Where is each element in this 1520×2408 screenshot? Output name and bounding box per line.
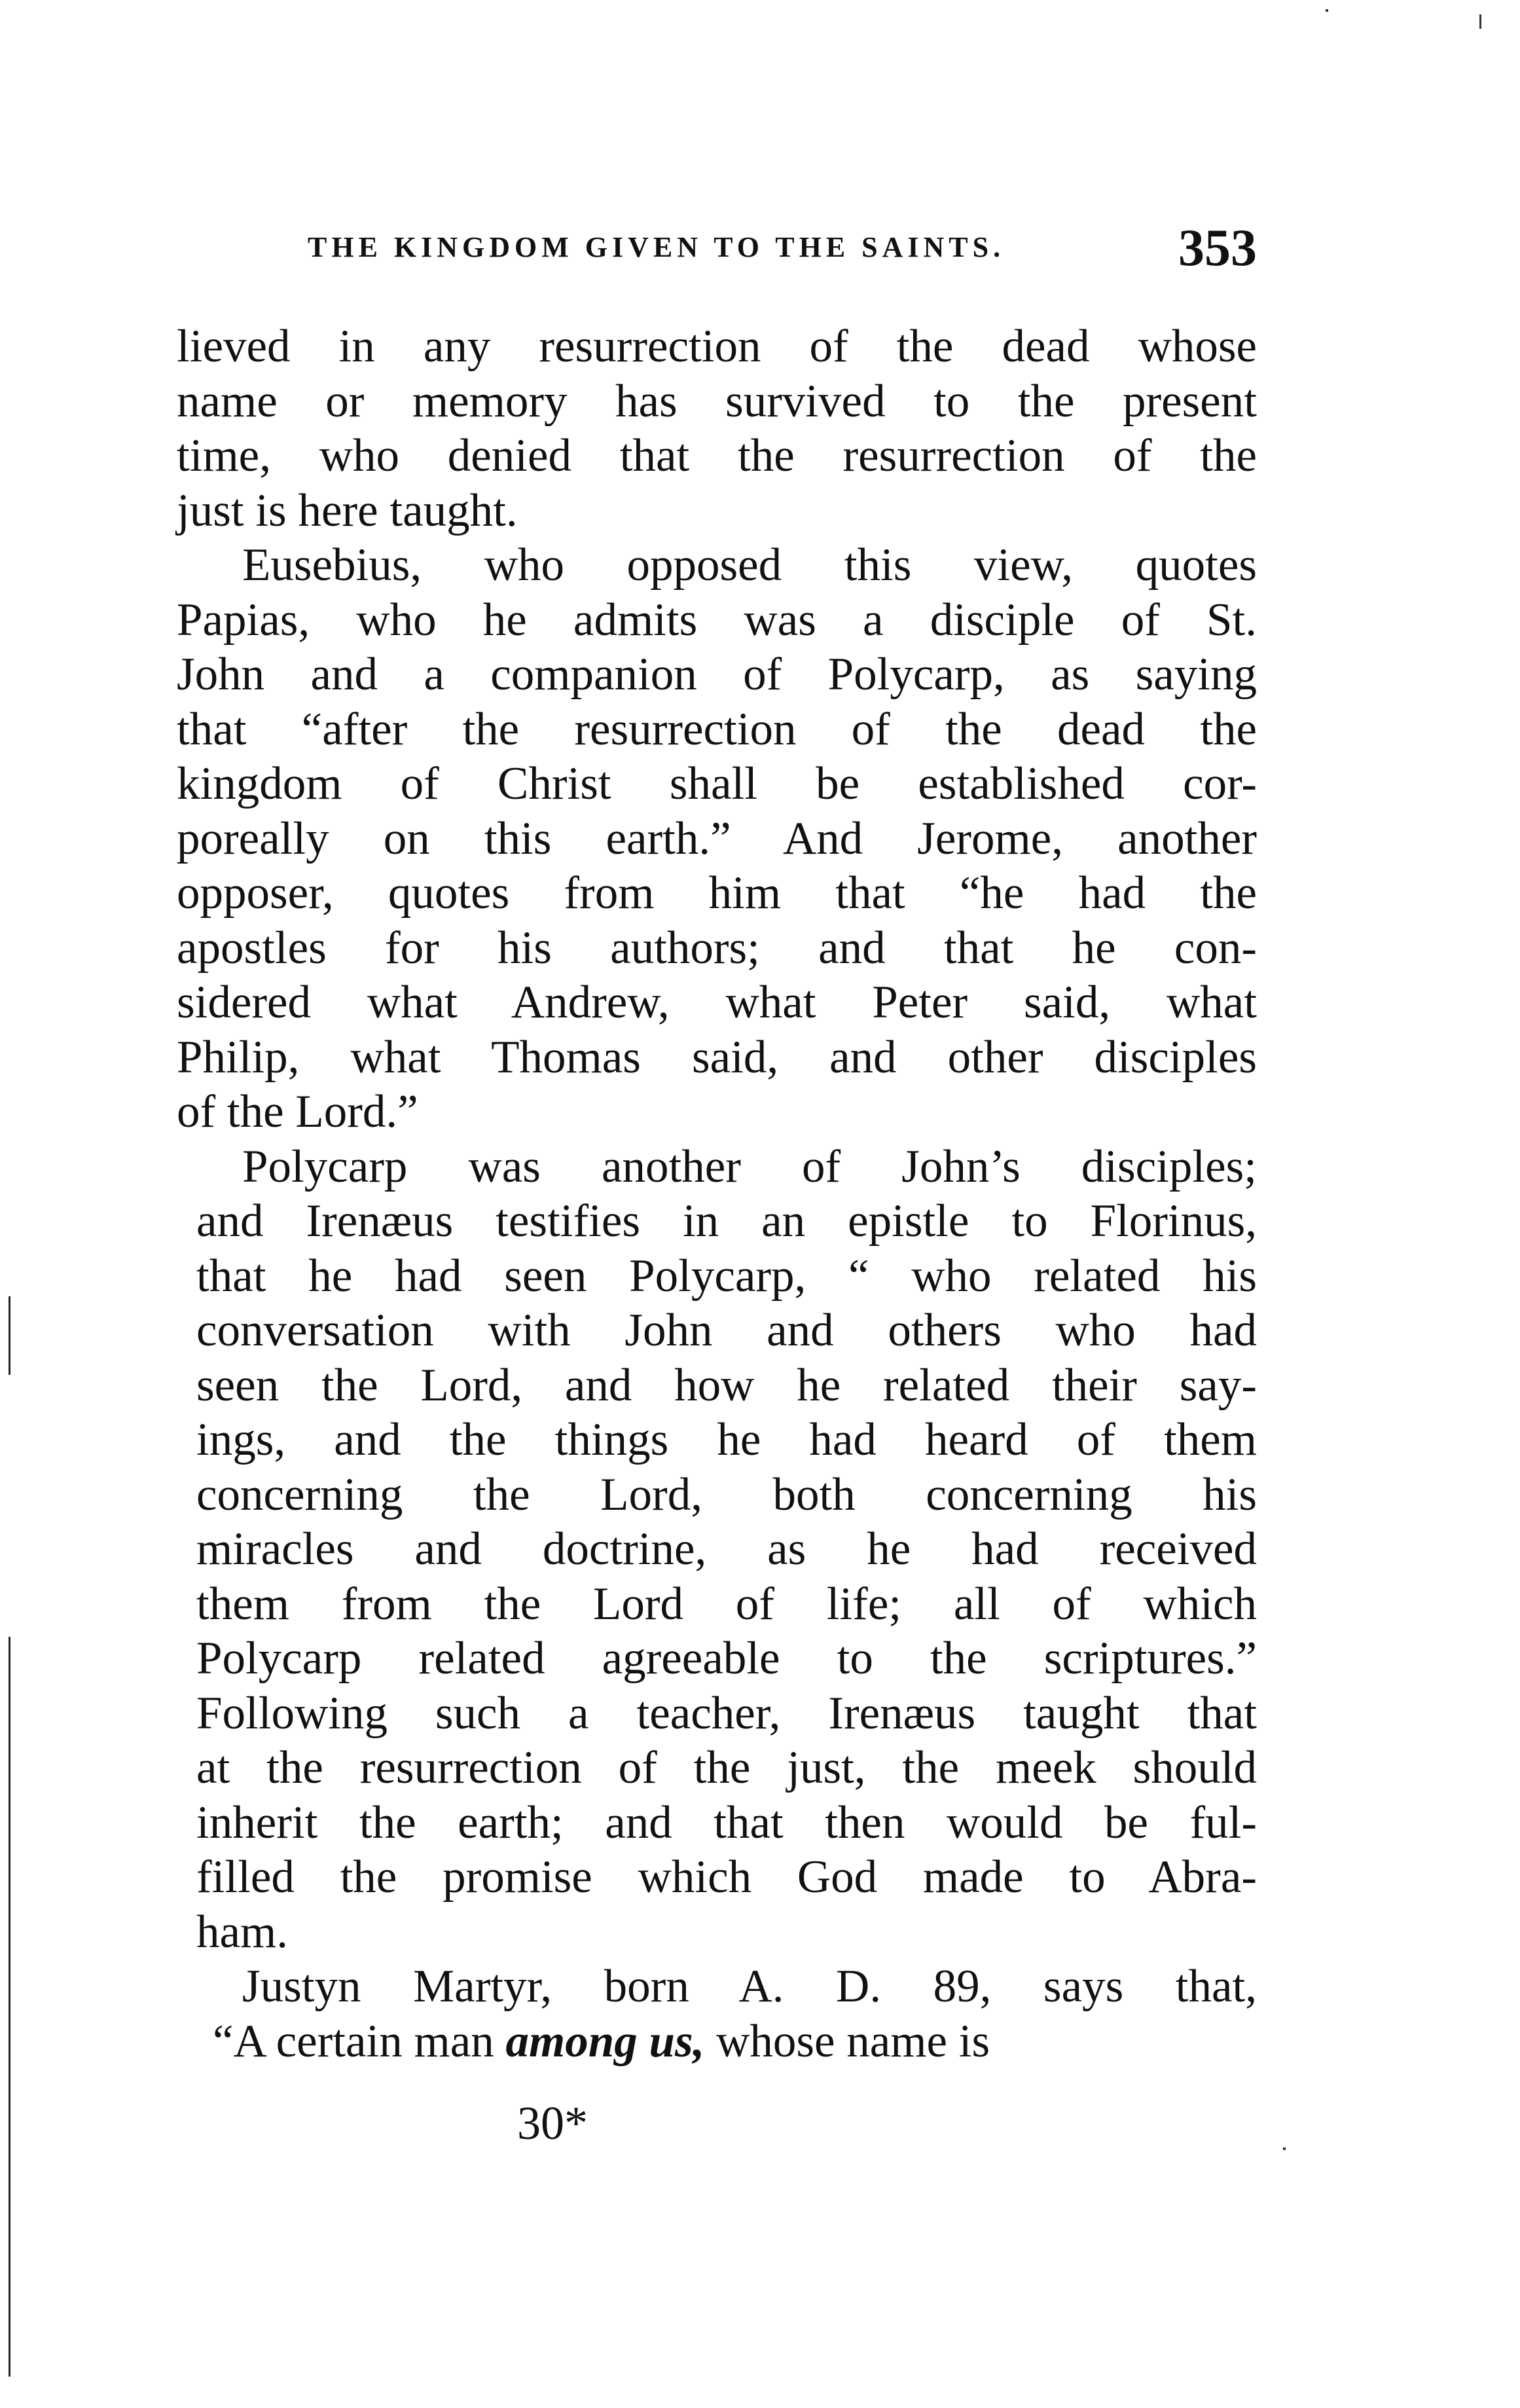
text-line: that “after the resurrection of the dead the: [177, 703, 1257, 755]
text-line: ham.: [196, 1906, 288, 1958]
text-line: Papias, who he admits was a disciple of St.: [177, 594, 1257, 646]
text-line: just is here taught.: [177, 484, 518, 536]
text-line: Philip, what Thomas said, and other disciples: [177, 1031, 1257, 1083]
page-header: [308, 219, 1257, 278]
text-line: of the Lord.”: [177, 1086, 418, 1137]
text-line: lieved in any resurrection of the dead whose: [177, 321, 1257, 372]
final-text-line: [177, 2015, 1257, 2070]
emphasized-phrase: among us,: [505, 2015, 705, 2067]
scan-speck: [1326, 9, 1328, 12]
running-head: THE KINGDOM GIVEN TO THE SAINTS.: [308, 231, 1005, 263]
text-line: concerning the Lord, both concerning his: [196, 1469, 1257, 1520]
margin-edge-mark: [9, 1296, 10, 1375]
scan-speck: [1283, 2147, 1286, 2150]
text-line: opposer, quotes from him that “he had the: [177, 867, 1257, 919]
text-line: them from the Lord of life; all of which: [196, 1578, 1257, 1630]
text-line: John and a companion of Polycarp, as saying: [177, 649, 1257, 700]
final-line-end: whose name is: [704, 2015, 990, 2067]
final-line-start: “A certain man: [213, 2015, 506, 2067]
text-line: sidered what Andrew, what Peter said, what: [177, 977, 1257, 1028]
paragraph-start-line: Eusebius, who opposed this view, quotes: [242, 539, 1257, 591]
text-line: conversation with John and others who had: [196, 1305, 1257, 1356]
text-line: seen the Lord, and how he related their say-: [196, 1359, 1257, 1411]
margin-edge-mark: [9, 1637, 10, 2377]
text-line: filled the promise which God made to Abra-: [196, 1852, 1257, 1903]
text-line: that he had seen Polycarp, “ who related his: [196, 1250, 1257, 1302]
text-line: inherit the earth; and that then would be ful-: [196, 1797, 1257, 1848]
paragraph-start-line: Polycarp was another of John’s disciples;: [242, 1140, 1257, 1192]
page-number: 353: [1178, 219, 1257, 277]
text-line: ings, and the things he had heard of them: [196, 1414, 1257, 1465]
text-line: apostles for his authors; and that he con-: [177, 922, 1257, 974]
text-line: kingdom of Christ shall be established cor-: [177, 758, 1257, 809]
text-line: at the resurrection of the just, the meek should: [196, 1742, 1257, 1793]
text-line: and Irenæus testifies in an epistle to Florinus,: [196, 1195, 1257, 1247]
paragraph-start-line: Justyn Martyr, born A. D. 89, says that,: [242, 1961, 1257, 2012]
scan-speck: [1479, 14, 1481, 29]
text-line: Following such a teacher, Irenæus taught that: [196, 1687, 1257, 1739]
body-text: [177, 319, 1257, 2069]
text-line: poreally on this earth.” And Jerome, another: [177, 812, 1257, 864]
text-line: Polycarp related agreeable to the scriptures.”: [196, 1633, 1257, 1684]
signature-mark: 30*: [517, 2097, 588, 2149]
text-line: time, who denied that the resurrection of the: [177, 430, 1257, 481]
text-line: name or memory has survived to the present: [177, 375, 1257, 427]
text-line: miracles and doctrine, as he had received: [196, 1523, 1257, 1575]
